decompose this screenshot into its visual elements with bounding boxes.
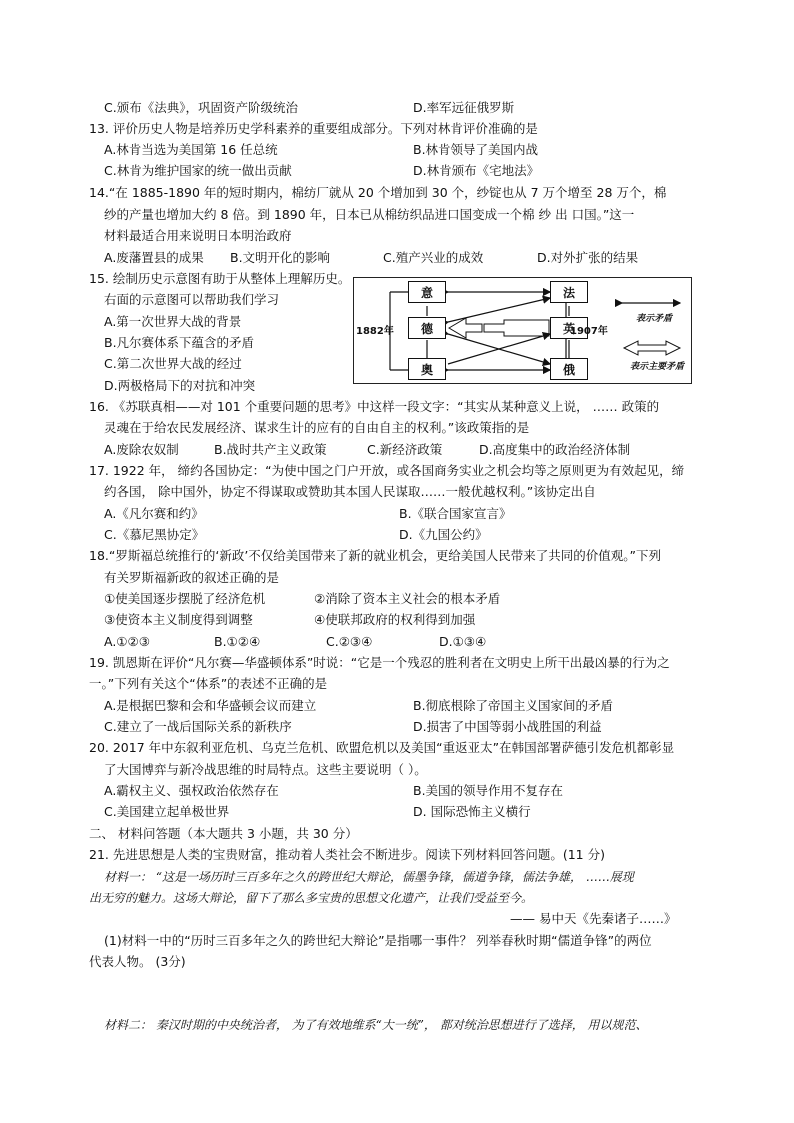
- q16-option-d: D.高度集中的政治经济体制: [479, 442, 631, 457]
- node-austria: 奥: [408, 358, 446, 380]
- year-1907-label: 1907年: [570, 326, 608, 337]
- q16-option-c: C.新经济政策: [367, 442, 443, 457]
- q14-option-c: C.殖产兴业的成效: [383, 250, 484, 265]
- q14-option-d: D.对外扩张的结果: [537, 250, 639, 265]
- alliance-diagram: [353, 277, 692, 384]
- q18-option-d: D.①③④: [439, 634, 487, 649]
- q20-option-a: A.霸权主义、强权政治依然存在: [104, 783, 279, 798]
- q20-option-b: B.美国的领导作用不复存在: [413, 783, 564, 798]
- q20-option-c: C.美国建立起单极世界: [104, 804, 230, 819]
- q18-option-b: B.①②④: [214, 634, 261, 649]
- q16-stem-1: 16. 《苏联真相——对 101 个重要问题的思考》中这样一段文字：“其实从某种意义上说， …… 政策的: [89, 399, 660, 414]
- q15-stem-1: 15. 绘制历史示意图有助于从整体上理解历史。: [89, 271, 351, 286]
- q19-option-a: A.是根据巴黎和会和华盛顿会议而建立: [104, 698, 317, 713]
- node-france: 法: [550, 281, 588, 303]
- q20-option-d: D. 国际恐怖主义横行: [413, 804, 531, 819]
- q14-stem-3: 材料最适合用来说明日本明治政府: [104, 228, 292, 243]
- material-1-line-2: 出无穷的魅力。这场大辩论，留下了那么多宝贵的思想文化遗产，让我们受益至今。: [89, 891, 534, 905]
- q14-option-a: A.废藩置县的成果: [104, 250, 204, 265]
- q18-statement-1: ①使美国逐步摆脱了经济危机: [104, 591, 266, 606]
- q16-stem-2: 灵魂在于给农民发展经济、谋求生计的应有的自由自主的权利。”该政策指的是: [104, 420, 530, 435]
- q19-option-b: B.彻底根除了帝国主义国家间的矛盾: [413, 698, 614, 713]
- q19-option-c: C.建立了一战后国际关系的新秩序: [104, 719, 292, 734]
- q18-option-a: A.①②③: [104, 634, 150, 649]
- legend-main-conflict-label: 表示主要矛盾: [630, 362, 685, 372]
- q14-option-b: B.文明开化的影响: [230, 250, 331, 265]
- q19-option-d: D.损害了中国等弱小战胜国的利益: [413, 719, 602, 734]
- q19-stem-1: 19. 凯恩斯在评价“凡尔赛—华盛顿体系”时说：“它是一个残忍的胜利者在文明史上所干出最凶暴的行为之: [89, 655, 670, 670]
- q17-option-b: B.《联合国家宣言》: [399, 506, 512, 521]
- node-italy: 意: [408, 281, 446, 303]
- q20-stem-1: 20. 2017 年中东叙利亚危机、乌克兰危机、欧盟危机以及美国“重返亚太”在韩国部署萨德引发危机都彰显: [89, 740, 675, 755]
- q17-option-d: D.《九国公约》: [399, 527, 488, 542]
- node-germany: 德: [408, 317, 446, 339]
- q15-option-b: B.凡尔赛体系下蕴含的矛盾: [104, 335, 255, 350]
- q17-stem-1: 17. 1922 年， 缔约各国协定：“为使中国之门户开放，或各国商务实业之机会均等之原则更为有效起见，缔: [89, 463, 685, 478]
- node-russia: 俄: [550, 358, 588, 380]
- q18-stem-1: 18.“罗斯福总统推行的‘新政’不仅给美国带来了新的就业机会，更给美国人民带来了共同的价值观。”下列: [89, 548, 662, 563]
- material-1-source: —— 易中天《先秦诸子……》: [510, 911, 677, 926]
- q17-option-a: A.《凡尔赛和约》: [104, 506, 204, 521]
- material-1-line-1: 材料一： “这是一场历时三百多年之久的跨世纪大辩论，儒墨争锋，儒道争锋，儒法争雄， ……展现: [104, 870, 634, 884]
- q18-statement-2: ②消除了资本主义社会的根本矛盾: [314, 591, 501, 606]
- q20-stem-2: 了大国博弈与新冷战思维的时局特点。这些主要说明（ ）。: [104, 762, 427, 777]
- year-1882-label: 1882年: [356, 326, 394, 337]
- q12-option-c: C.颁布《法典》，巩固资产阶级统治: [104, 100, 298, 115]
- q14-stem-2: 纱的产量也增加大约 8 倍。到 1890 年，日本已从棉纺织品进口国变成一个棉 纱 出 口国。”这一: [104, 207, 635, 222]
- q15-option-d: D.两极格局下的对抗和冲突: [104, 378, 256, 393]
- q12-option-d: D.率军远征俄罗斯: [413, 100, 515, 115]
- q21-stem: 21. 先进思想是人类的宝贵财富，推动着人类社会不断进步。阅读下列材料回答问题。(11 分): [89, 847, 605, 862]
- q13-option-a: A.林肯当选为美国第 16 任总统: [104, 142, 278, 157]
- q13-option-c: C.林肯为维护国家的统一做出贡献: [104, 163, 292, 178]
- q13-option-b: B.林肯领导了美国内战: [413, 142, 539, 157]
- q15-stem-2: 右面的示意图可以帮助我们学习: [104, 292, 280, 307]
- q17-stem-2: 约各国， 除中国外，协定不得谋取或赞助其本国人民谋取……一般优越权利。”该协定出自: [104, 484, 596, 499]
- legend-conflict-label: 表示矛盾: [636, 314, 673, 324]
- material-2-line-1: 材料二： 秦汉时期的中央统治者， 为了有效地维系“大一统”， 都对统治思想进行了选择， 用以规范、: [104, 1018, 648, 1032]
- q19-stem-2: 一。”下列有关这个“体系”的表述不正确的是: [89, 676, 328, 691]
- q15-option-c: C.第二次世界大战的经过: [104, 356, 242, 371]
- q18-statement-4: ④使联邦政府的权利得到加强: [314, 612, 476, 627]
- q18-statement-3: ③使资本主义制度得到调整: [104, 612, 253, 627]
- q13-option-d: D.林肯颁布《宅地法》: [413, 163, 540, 178]
- q13-stem: 13. 评价历史人物是培养历史学科素养的重要组成部分。下列对林肯评价准确的是: [89, 121, 538, 136]
- q21-part1-line-2: 代表人物。 (3分): [89, 954, 186, 969]
- node-britain: 英: [550, 317, 588, 339]
- q21-part1-line-1: (1)材料一中的“历时三百多年之久的跨世纪大辩论”是指哪一事件？ 列举春秋时期“儒道争锋”的两位: [104, 933, 652, 948]
- section-2-heading: 二、 材料问答题（本大题共 3 小题，共 30 分）: [89, 826, 358, 841]
- q16-option-b: B.战时共产主义政策: [214, 442, 327, 457]
- q16-option-a: A.废除农奴制: [104, 442, 179, 457]
- q14-stem-1: 14.“在 1885-1890 年的短时期内，棉纺厂就从 20 个增加到 30 个，纱锭也从 7 万个增至 28 万个，棉: [89, 185, 667, 200]
- q15-option-a: A.第一次世界大战的背景: [104, 314, 242, 329]
- q17-option-c: C.《慕尼黑协定》: [104, 527, 205, 542]
- q18-option-c: C.②③④: [326, 634, 373, 649]
- q18-stem-2: 有关罗斯福新政的叙述正确的是: [104, 570, 280, 585]
